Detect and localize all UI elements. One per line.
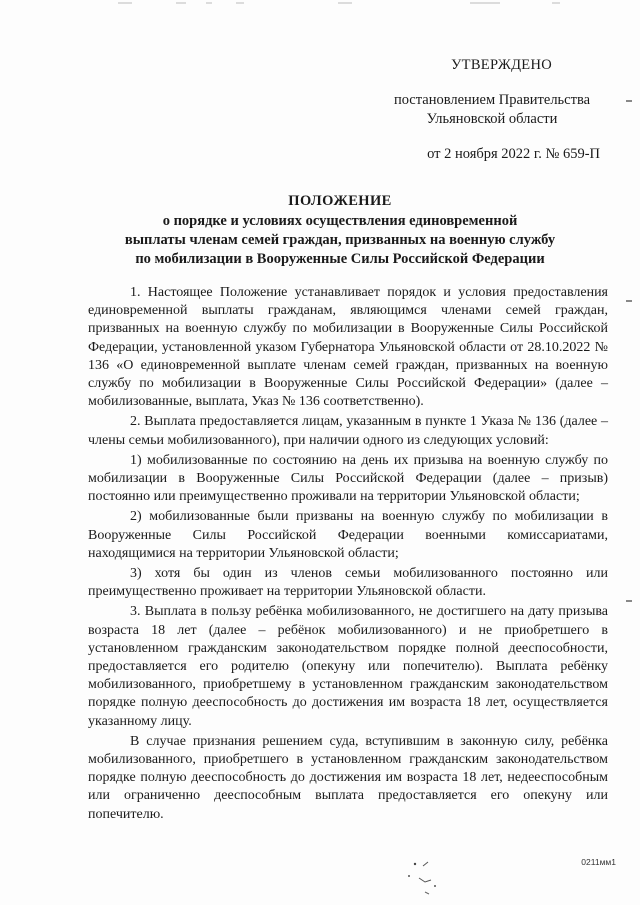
footer-document-code: 0211мм1 xyxy=(581,857,616,867)
paragraph: 3. Выплата в пользу ребёнка мобилизованного, не достигшего на дату призыва возраста 18 лет (далее – ребёнок мобилизованного) и не приобретшего в установленном гражданским законодательством порядке полной дееспособности, предоставляется его родителю (опекуну или попечителю). Выплата ребёнку мобилизованного, приобретшему в установленном гражданским законодательством порядке полную дееспособность до достижения им возраста 18 лет, осуществляется указанному лицу. xyxy=(88,604,608,729)
approval-region: Ульяновской области xyxy=(426,111,558,127)
paragraph: 2. Выплата предоставляется лицам, указанным в пункте 1 Указа № 136 (далее – члены семьи мобилизованного), при наличии одного из следующих условий: xyxy=(88,414,608,448)
approval-authority: постановлением Правительства xyxy=(393,92,591,108)
approval-title: УТВЕРЖДЕНО xyxy=(451,57,552,73)
approval-date: от 2 ноября 2022 г. № 659-П xyxy=(427,146,600,162)
scan-margin-mark xyxy=(626,100,632,102)
scan-margin-mark xyxy=(626,300,632,302)
title-line: о порядке и условиях осуществления единовременной xyxy=(162,213,518,229)
document-title xyxy=(90,192,590,269)
scan-margin-mark xyxy=(626,600,632,602)
title-line: по мобилизации в Вооруженные Силы Российской Федерации xyxy=(135,251,545,267)
approval-block xyxy=(342,56,602,164)
paragraph: В случае признания решением суда, вступившим в законную силу, ребёнка мобилизованного, приобретшего в установленном гражданским законодательством порядке полную дееспособность до достижения им возраста 18 лет, недееспособным или ограниченно дееспособным выплата предоставляется его опекуну или попечителю. xyxy=(88,733,608,822)
title-line: выплаты членам семей граждан, призванных на военную службу xyxy=(124,232,556,248)
paragraph: 1) мобилизованные по состоянию на день их призыва на военную службу по мобилизации в Вооруженные Силы Российской Федерации (далее – призыв) постоянно или преимущественно проживали на территории Ульяновской области; xyxy=(88,452,608,505)
paragraph: 3) хотя бы один из членов семьи мобилизованного постоянно или преимущественно проживает на территории Ульяновской области. xyxy=(88,566,608,600)
paragraph: 1. Настоящее Положение устанавливает порядок и условия предоставления единовременной выплаты гражданам, являющимся членами семей граждан, призванных на военную службу по мобилизации в Вооруженные Силы Российской Федерации, установленной указом Губернатора Ульяновской области от 28.10.2022 № 136 «О единовременной выплате членам семей граждан, призванных на военную службу по мобилизации в Вооруженные Силы Российской Федерации» (далее – мобилизованные, выплата, Указ № 136 соответственно). xyxy=(88,285,608,410)
document-body xyxy=(88,284,608,824)
paragraph: 2) мобилизованные были призваны на военную службу по мобилизации в Вооруженные Силы Российской Федерации военными комиссариатами, находящимися на территории Ульяновской области; xyxy=(88,509,608,561)
document-type: ПОЛОЖЕНИЕ xyxy=(288,193,392,209)
scan-top-edge-marks xyxy=(0,0,640,8)
scan-artifact-marks xyxy=(395,858,455,898)
